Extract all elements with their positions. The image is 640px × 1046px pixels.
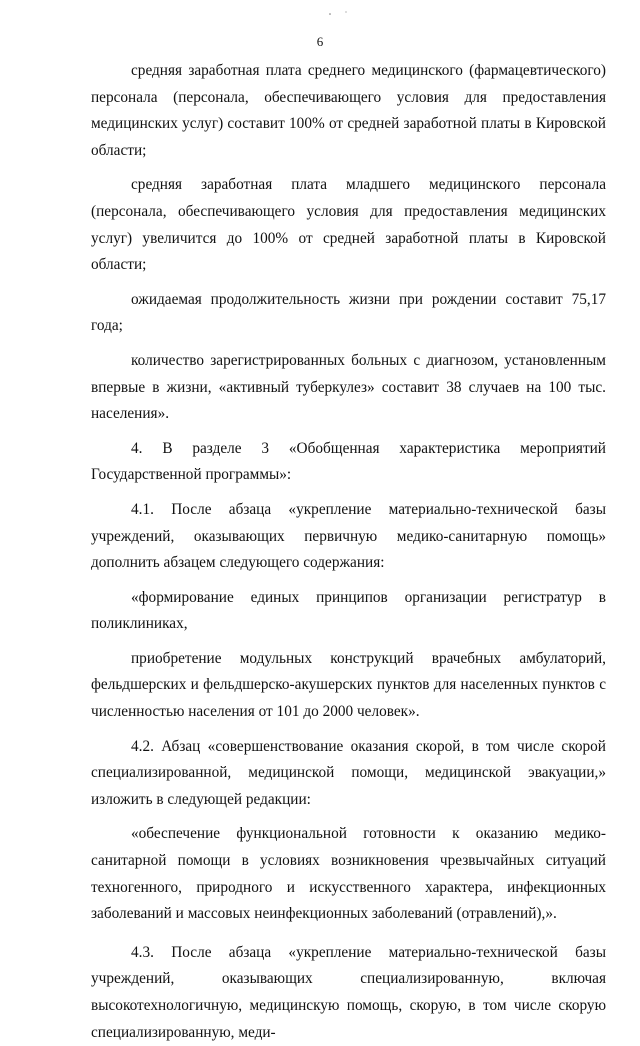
paragraph-tuberculosis-cases: количество зарегистрированных больных с диагнозом, установленным впервые в жизни, «активный туберкулез» составит 38 случаев на 100 тыс. населения». (91, 351, 606, 423)
paragraph-section-4-2: 4.2. Абзац «совершенствование оказания скорой, в том числе скорой специализированной, медицинской помощи, медицинской эвакуации,» изложить в следующей редакции: (91, 737, 606, 808)
paragraph-registries: «формирование единых принципов организации регистратур в поликлиниках, (91, 588, 606, 633)
paragraph-avg-salary-junior-staff: средняя заработная плата младшего медицинского персонала (персонала, обеспечивающего условия для предоставления медицинских услуг) увеличится до 100% от средней заработной платы в Кировской области; (91, 176, 606, 274)
paragraph-section-4-3: 4.3. После абзаца «укрепление материально-технической базы учреждений, оказывающих специализированную, включая высокотехнологичную, медицинскую помощь, скорую, в том числе скорую специализированную, меди- (91, 943, 606, 1041)
page-number: 6 (316, 34, 324, 49)
paragraph-modular-constructions: приобретение модульных конструкций врачебных амбулаторий, фельдшерских и фельдшерско-акушерских пунктов для населенных пунктов с численностью населения от 101 до 2000 человек». (91, 649, 606, 721)
paragraph-readiness: «обеспечение функциональной готовности к оказанию медико-санитарной помощи в условиях возникновения чрезвычайных ситуаций техногенного, природного и искусственного характера, инфекционных заболеваний и массовых неинфекционных заболеваний (отравлений),». (91, 825, 606, 923)
paragraph-avg-salary-mid-staff: средняя заработная плата среднего медицинского (фармацевтического) персонала (персонала, обеспечивающего условия для предоставления медицинских услуг) составит 100% от средней заработной платы в Кировской области; (91, 62, 606, 159)
document-body (91, 58, 606, 1046)
paragraph-section-4: 4. В разделе 3 «Обобщенная характеристика мероприятий Государственной программы»: (91, 439, 606, 484)
paragraph-section-4-1: 4.1. После абзаца «укрепление материально-технической базы учреждений, оказывающих первичную медико-санитарную помощь» дополнить абзацем следующего содержания: (91, 500, 606, 572)
paragraph-life-expectancy: ожидаемая продолжительность жизни при рождении составит 75,17 года; (91, 290, 606, 335)
